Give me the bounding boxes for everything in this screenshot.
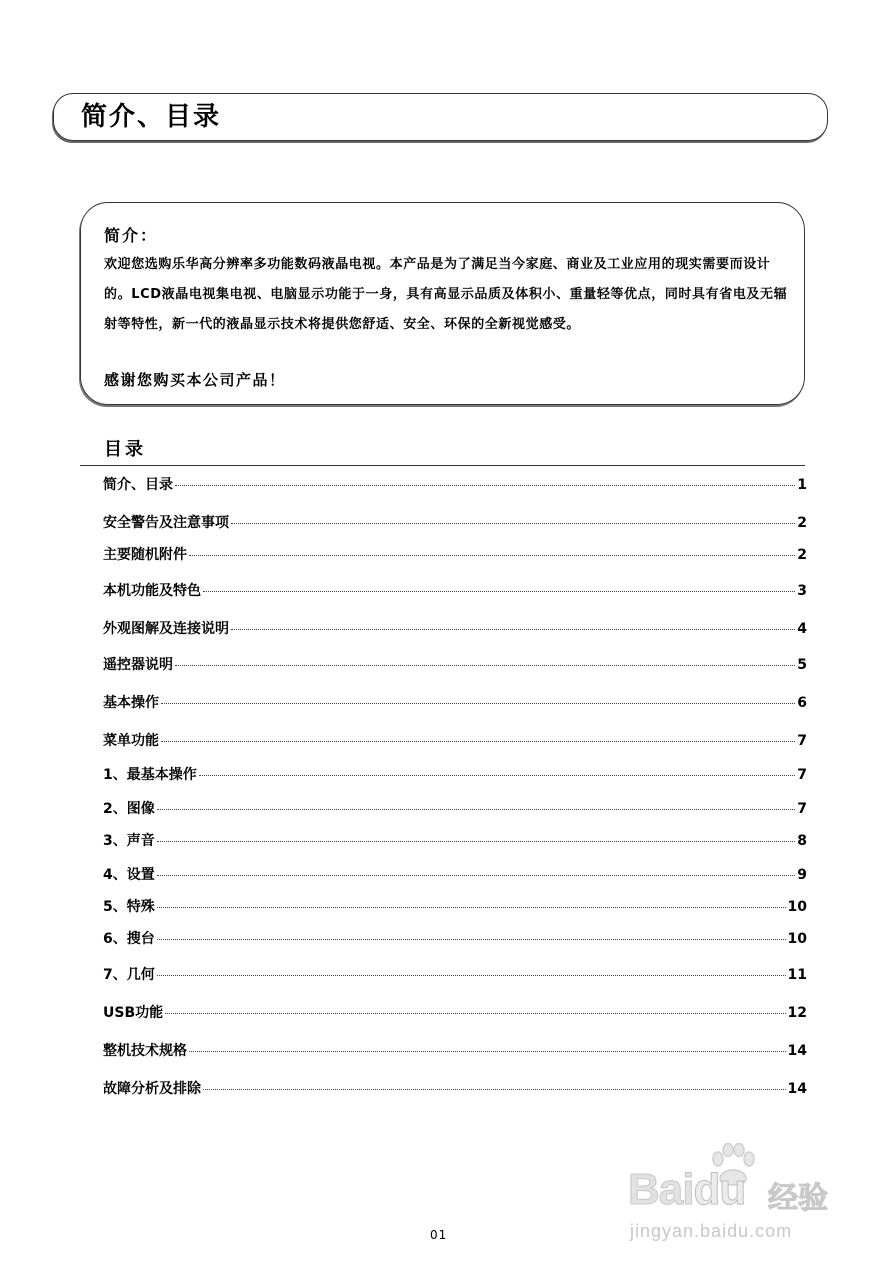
intro-box: [80, 202, 805, 405]
toc-dot-leader: [157, 841, 796, 842]
toc-entry-title: 整机技术规格: [103, 1043, 187, 1059]
toc-entry: [103, 864, 807, 888]
toc-entry-title: 本机功能及特色: [103, 583, 201, 599]
toc-entry: [103, 1040, 807, 1064]
intro-body: 欢迎您选购乐华高分辨率多功能数码液晶电视。本产品是为了满足当今家庭、商业及工业应用的现实需要而设计的。LCD液晶电视集电视、电脑显示功能于一身，具有高显示品质及体积小、重量轻等优点，同时具有省电及无辐射等特性，新一代的液晶显示技术将提供您舒适、安全、环保的全新视觉感受。: [104, 257, 788, 332]
toc-entry-page: 7: [797, 733, 807, 749]
toc-entry-page: 4: [797, 621, 807, 637]
toc-dot-leader: [231, 629, 795, 630]
toc-entry-title: 3、声音: [103, 833, 155, 849]
toc-entry-page: 5: [797, 657, 807, 673]
toc-divider: [80, 465, 805, 466]
toc-entry-title: 2、图像: [103, 801, 155, 817]
intro-thanks: 感谢您购买本公司产品！: [104, 371, 286, 389]
watermark-brand: Baidu: [628, 1165, 746, 1214]
toc-entry: [103, 654, 807, 678]
toc-entry: [103, 1078, 807, 1102]
toc-entry: [103, 618, 807, 642]
watermark-cn: 经验: [768, 1181, 828, 1216]
toc-entry-page: 3: [797, 583, 807, 599]
toc-dot-leader: [157, 907, 786, 908]
section-header-bar: [53, 93, 828, 141]
toc-entry-page: 12: [787, 1005, 807, 1021]
toc-entry: [103, 580, 807, 604]
toc-entry: [103, 692, 807, 716]
toc-entry-page: 10: [787, 931, 807, 947]
toc-entry-page: 11: [787, 967, 807, 983]
toc-entry-page: 14: [787, 1081, 807, 1097]
toc-entry: [103, 928, 807, 952]
baidu-jingyan-watermark: [628, 1143, 838, 1253]
toc-entry: [103, 474, 807, 498]
toc-entry-title: 简介、目录: [103, 477, 173, 493]
toc-dot-leader: [161, 741, 795, 742]
toc-entry-page: 9: [797, 867, 807, 883]
toc-entry-title: 故障分析及排除: [103, 1081, 201, 1097]
toc-entry-title: 菜单功能: [103, 733, 159, 749]
toc-entry-page: 14: [787, 1043, 807, 1059]
toc-dot-leader: [203, 1089, 786, 1090]
toc-entry: [103, 1002, 807, 1026]
toc-entry-page: 7: [797, 801, 807, 817]
toc-dot-leader: [157, 939, 786, 940]
toc-dot-leader: [165, 1013, 785, 1014]
toc-entry: [103, 896, 807, 920]
toc-entry: [103, 798, 807, 822]
toc-entry-page: 2: [797, 515, 807, 531]
toc-entry: [103, 964, 807, 988]
toc-dot-leader: [189, 555, 795, 556]
toc-entry-page: 8: [797, 833, 807, 849]
toc-entry-title: 5、特殊: [103, 899, 155, 915]
toc-entry: [103, 544, 807, 568]
toc-dot-leader: [189, 1051, 786, 1052]
toc-dot-leader: [175, 665, 795, 666]
toc-entry: [103, 764, 807, 788]
watermark-url: jingyan.baidu.com: [630, 1221, 793, 1241]
toc-entry-title: 6、搜台: [103, 931, 155, 947]
toc-entry-page: 7: [797, 767, 807, 783]
toc-entry-title: 7、几何: [103, 967, 155, 983]
toc-entry-page: 2: [797, 547, 807, 563]
toc-entry-title: 1、最基本操作: [103, 767, 197, 783]
toc-entry: [103, 512, 807, 536]
toc-dot-leader: [157, 875, 796, 876]
toc-dot-leader: [161, 703, 795, 704]
toc-entry-page: 6: [797, 695, 807, 711]
toc-entry: [103, 730, 807, 754]
page-number: 01: [430, 1228, 448, 1242]
toc-dot-leader: [231, 523, 795, 524]
page-title: 简介、目录: [81, 102, 222, 132]
toc-entry-page: 10: [787, 899, 807, 915]
toc-entry-title: 基本操作: [103, 695, 159, 711]
toc-dot-leader: [175, 485, 795, 486]
intro-heading: 简介：: [104, 226, 159, 245]
toc-entry-title: 主要随机附件: [103, 547, 187, 563]
toc-entry: [103, 830, 807, 854]
toc-entry-title: 4、设置: [103, 867, 155, 883]
toc-entry-title: 遥控器说明: [103, 657, 173, 673]
toc-dot-leader: [157, 809, 796, 810]
toc-entry-title: USB功能: [103, 1005, 164, 1021]
toc-entry-page: 1: [797, 477, 807, 493]
toc-heading: 目录: [104, 439, 146, 460]
toc-entry-title: 外观图解及连接说明: [103, 621, 229, 637]
toc-dot-leader: [199, 775, 796, 776]
toc-dot-leader: [203, 591, 795, 592]
toc-dot-leader: [157, 975, 786, 976]
toc-entry-title: 安全警告及注意事项: [103, 515, 229, 531]
